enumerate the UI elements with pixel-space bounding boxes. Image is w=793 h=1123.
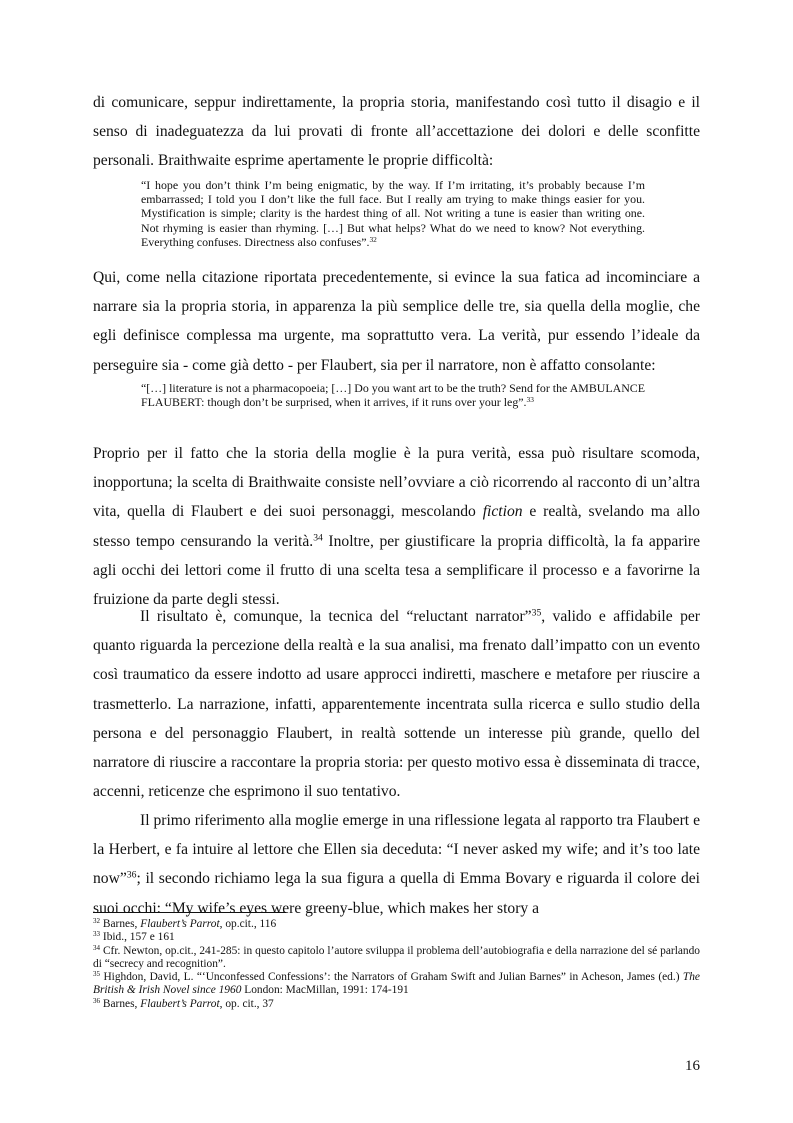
paragraph-3: Proprio per il fatto che la storia della moglie è la pura verità, essa può risultare scomoda, inopportuna; la scelta di Braithwaite consiste nell’ovviare a ciò ricorrendo al racconto di un’altra vita, quella di Flaubert e dei suoi personaggi, mescolando fiction e realtà, svelando ma allo stesso tempo censurando la verità.$^{34}$ Inoltre, per giustificare la propria difficoltà, la fa apparire agli occhi dei lettori come il frutto di una scelta tesa a semplificare il processo e a favorirne la fruizione da parte degli stessi. xyxy=(93,445,700,609)
footnote-ref-33[interactable]: 33 xyxy=(526,395,534,405)
footnote-ref-34[interactable]: 34 xyxy=(313,532,323,544)
footnote-33: $^{33}$ Ibid., 157 e 161 xyxy=(93,930,175,944)
block-quote-1: “I hope you don’t think I’m being enigmatic, by the way. If I’m irritating, it’s probably because I’m embarrassed; I told you I don’t like the full face. But I really am trying to make things easier for you. Mystification is simple; clarity is the hardest thing of all. Not writing a tune is easier than writing one. Not rhyming is easier than rhyming. […] But what helps? What do we need to know? Not everything. Everything confuses. Directness also confuses”.$^{32}$ xyxy=(141,178,645,249)
page-number: 16 xyxy=(685,1058,700,1074)
footnote-separator xyxy=(93,912,286,913)
paragraph-4: Il risultato è, comunque, la tecnica del “reluctant narrator”$^{35}$, valido e affidabile per quanto riguarda la percezione della realtà e la sua analisi, ma frenato dall’impatto con un evento così traumatico da essere indotto ad usare approcci indiretti, maschere e metafore per riuscire a trasmetterlo. La narrazione, infatti, apparentemente incentrata sulla ricerca e sullo studio della persona e del personaggio Flaubert, in realtà sottende un interesse più grande, quello del narratore di riuscire a raccontare la propria storia: per questo motivo essa è disseminata di tracce, accenni, reticenze che esprimono il suo tentativo. xyxy=(93,607,700,801)
footnote-34: $^{34}$ Cfr. Newton, op.cit., 241-285: in questo capitolo l’autore sviluppa il problema dell’autobiografia e della narrazione del sé parlando di “secrecy and recognition”. xyxy=(93,943,700,970)
footnote-ref-32[interactable]: 32 xyxy=(369,234,377,244)
footnote-32: $^{32}$ Barnes, Flaubert’s Parrot, op.cit., 116 xyxy=(93,917,277,930)
footnote-36: $^{36}$ Barnes, Flaubert’s Parrot, op. cit., 37 xyxy=(93,996,274,1010)
footnote-ref-36[interactable]: 36 xyxy=(126,870,137,882)
paragraph-5: Il primo riferimento alla moglie emerge in una riflessione legata al rapporto tra Flaubert e la Herbert, e fa intuire al lettore che Ellen sia deceduta: “I never asked my wife; and it’s too late now”$^{36}$; il secondo richiamo lega la sua figura a quella di Emma Bovary e riguarda il colore dei suoi occhi: “My wife’s eyes were greeny-blue, which makes her story a xyxy=(93,812,700,917)
footnotes xyxy=(93,918,700,1011)
paragraph-1: di comunicare, seppur indirettamente, la propria storia, manifestando così tutto il disagio e il senso di inadeguatezza da lui provati di fronte all’accettazione dei dolori e delle sconfitte personali. Braithwaite esprime apertamente le proprie difficoltà: xyxy=(93,94,700,170)
footnote-ref-35[interactable]: 35 xyxy=(531,607,542,619)
block-quote-2: “[…] literature is not a pharmacopoeia; […] Do you want art to be the truth? Send for the AMBULANCE FLAUBERT: though don’t be surprised, when it arrives, if it runs over your leg”.$^{33}$ xyxy=(141,381,645,410)
footnote-35: $^{35}$ Highdon, David, L. “‘Unconfessed Confessions’: the Narrators of Graham Swift and Julian Barnes” in Acheson, James (ed.) The British & Irish Novel since 1960 London: MacMillan, 1991: 174-191 xyxy=(93,970,700,997)
paragraph-2: Qui, come nella citazione riportata precedentemente, si evince la sua fatica ad incominciare a narrare sia la propria storia, in apparenza la più semplice delle tre, sia quella della moglie, che egli definisce complessa ma urgente, ma soprattutto vera. La verità, pur essendo l’ideale da perseguire sia - come già detto - per Flaubert, sia per il narratore, non è affatto consolante: xyxy=(93,269,700,374)
